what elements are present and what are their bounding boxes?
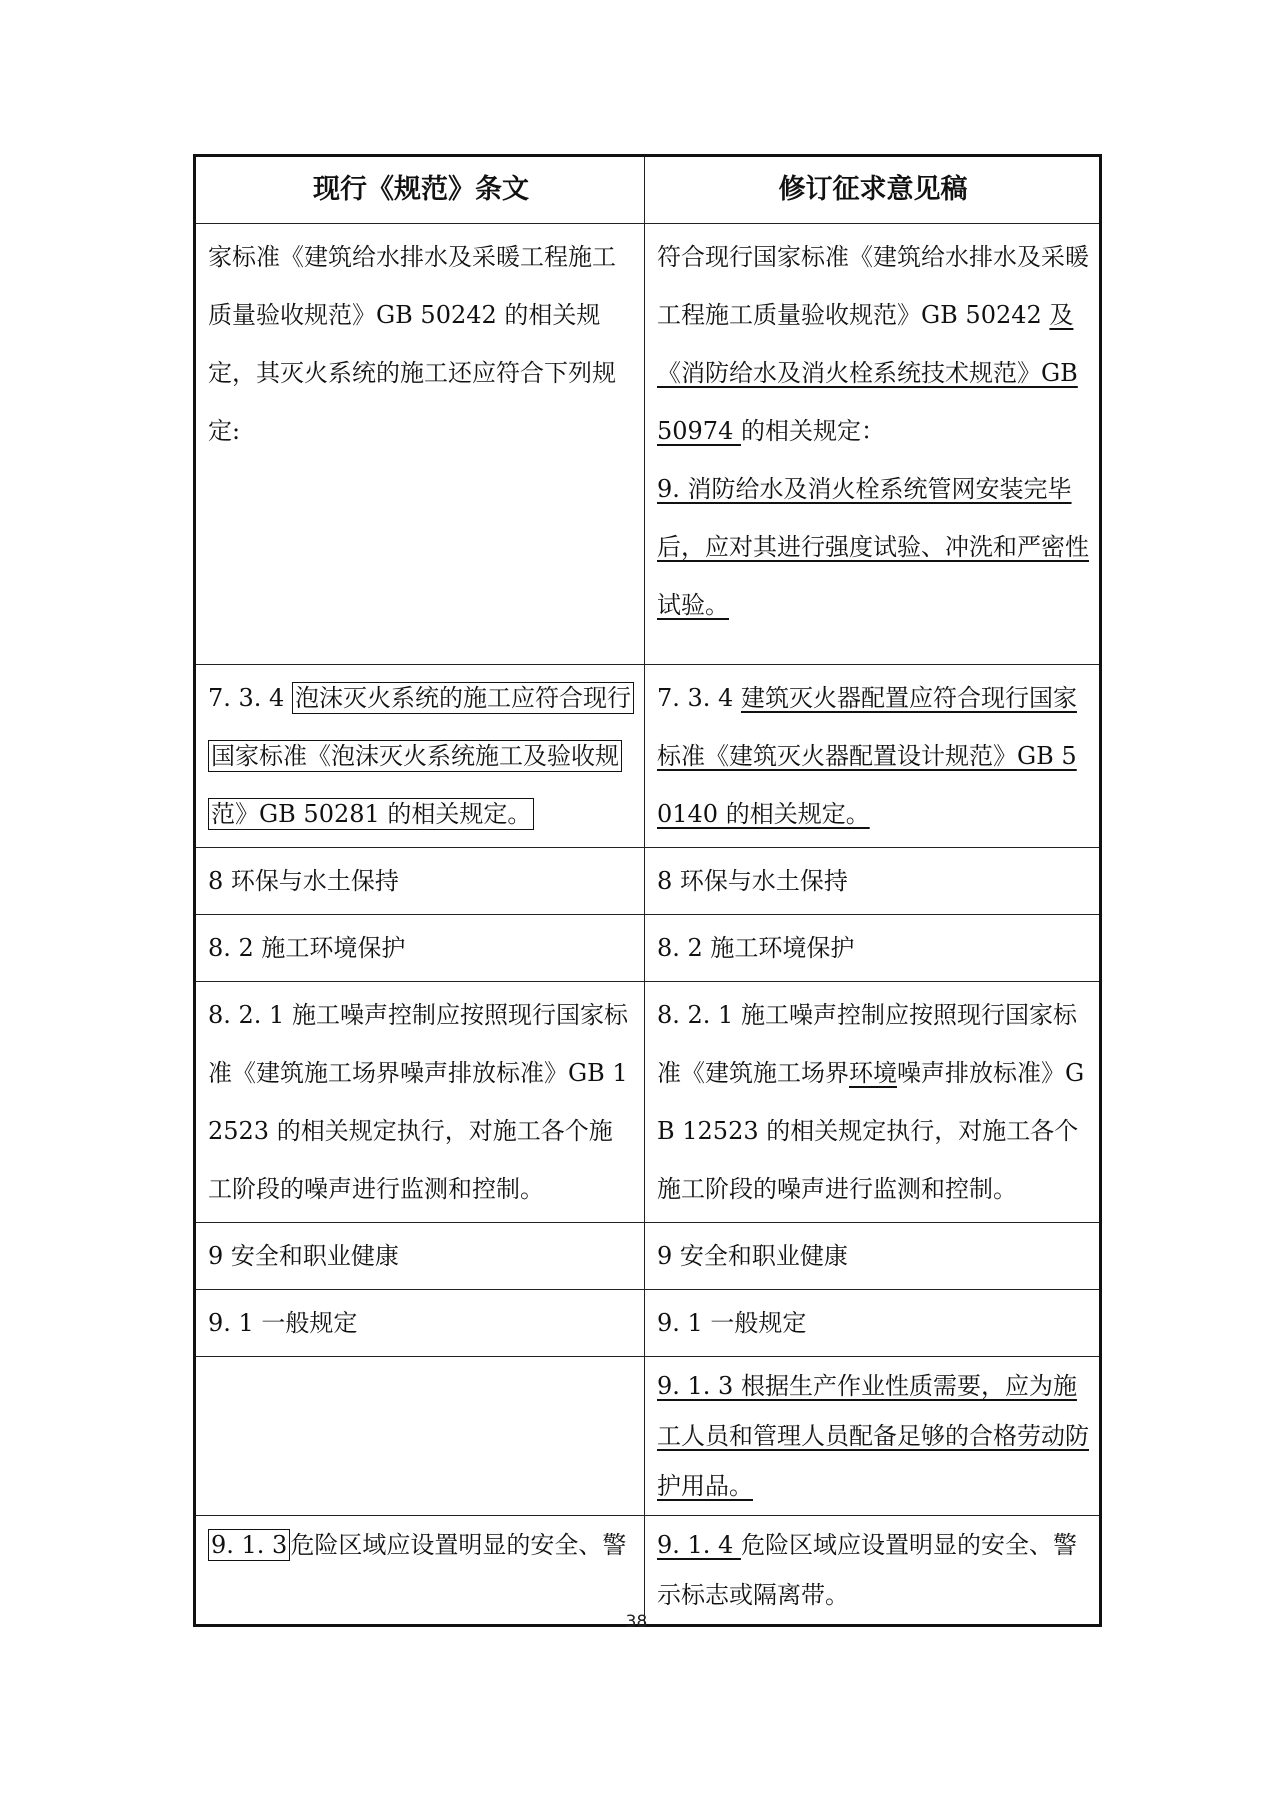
table-cell-current bbox=[195, 1357, 645, 1516]
table-row bbox=[195, 982, 1101, 1223]
table-cell-current bbox=[195, 665, 645, 848]
table-row bbox=[195, 1357, 1101, 1516]
table-cell-revised: 8 环保与水土保持 bbox=[645, 848, 1101, 915]
underlined-addition: 及《消防给水及消火栓系统技术规范》GB 50974 bbox=[657, 301, 1078, 445]
clause-text: 噪声排放标准》GB 12523 的相关规定执行，对施工各个施工阶段的噪声进行监测和控制。 bbox=[657, 1059, 1085, 1203]
clause-number: 7. 3. 4 bbox=[208, 684, 292, 712]
underlined-addition: 9. 消防给水及消火栓系统管网安装完毕后，应对其进行强度试验、冲洗和严密性试验。 bbox=[657, 475, 1089, 619]
table-cell-current bbox=[195, 224, 645, 665]
underlined-addition: 9. 1. 3 根据生产作业性质需要，应为施工人员和管理人员配备足够的合格劳动防护用品。 bbox=[657, 1372, 1089, 1500]
table-cell-revised bbox=[645, 1516, 1101, 1626]
table-cell-revised bbox=[645, 982, 1101, 1223]
clause-text: 8. 2. 1 施工噪声控制应按照现行国家标准《建筑施工场界 bbox=[657, 1001, 1077, 1087]
clause-text: 危险区域应设置明显的安全、警示标志或隔离带。 bbox=[657, 1531, 1077, 1609]
clause-text: 家标准《建筑给水排水及采暖工程施工质量验收规范》GB 50242 的相关规定，其灭火系统的施工还应符合下列规定: bbox=[208, 243, 616, 445]
table-cell-revised: 9 安全和职业健康 bbox=[645, 1223, 1101, 1290]
table-cell-revised: 8. 2 施工环境保护 bbox=[645, 915, 1101, 982]
underlined-clause-number: 9. 1. 4 bbox=[657, 1531, 741, 1559]
table-cell-revised bbox=[645, 224, 1101, 665]
table-row bbox=[195, 915, 1101, 982]
boxed-clause-number: 9. 1. 3 bbox=[208, 1529, 290, 1561]
underlined-addition: 环境 bbox=[849, 1059, 897, 1087]
clause-number: 7. 3. 4 bbox=[657, 684, 741, 712]
table-row bbox=[195, 1290, 1101, 1357]
table-row bbox=[195, 665, 1101, 848]
table-cell-current: 8 环保与水土保持 bbox=[195, 848, 645, 915]
table-row bbox=[195, 1223, 1101, 1290]
table-cell-revised bbox=[645, 665, 1101, 848]
comparison-table bbox=[193, 154, 1102, 1627]
clause-text: 危险区域应设置明显的安全、警 bbox=[290, 1531, 627, 1559]
header-current-clause: 现行《规范》条文 bbox=[195, 156, 645, 224]
clause-text: 符合现行国家标准《建筑给水排水及采暖工程施工质量验收规范》GB 50242 bbox=[657, 243, 1089, 329]
boxed-deletion: 泡沫灭火系统的施工应符合现行国家标准《泡沫灭火系统施工及验收规范》GB 50281 的相关规定。 bbox=[208, 682, 634, 830]
table-header-row bbox=[195, 156, 1101, 224]
table-row bbox=[195, 848, 1101, 915]
table-cell-revised: 9. 1 一般规定 bbox=[645, 1290, 1101, 1357]
table-cell-current: 9. 1 一般规定 bbox=[195, 1290, 645, 1357]
table-row bbox=[195, 1516, 1101, 1626]
table-cell-current: 9 安全和职业健康 bbox=[195, 1223, 645, 1290]
table-cell-revised bbox=[645, 1357, 1101, 1516]
header-revision-draft: 修订征求意见稿 bbox=[645, 156, 1101, 224]
clause-text: 的相关规定： bbox=[740, 417, 885, 445]
table-row bbox=[195, 224, 1101, 665]
page-number: 38 bbox=[625, 1612, 648, 1632]
table-cell-current bbox=[195, 1516, 645, 1626]
table-cell-current: 8. 2 施工环境保护 bbox=[195, 915, 645, 982]
underlined-addition: 建筑灭火器配置应符合现行国家标准《建筑灭火器配置设计规范》GB 50140 的相关规定。 bbox=[657, 684, 1077, 828]
clause-text: 8. 2. 1 施工噪声控制应按照现行国家标准《建筑施工场界噪声排放标准》GB 12523 的相关规定执行，对施工各个施工阶段的噪声进行监测和控制。 bbox=[208, 1001, 628, 1203]
table-cell-current bbox=[195, 982, 645, 1223]
